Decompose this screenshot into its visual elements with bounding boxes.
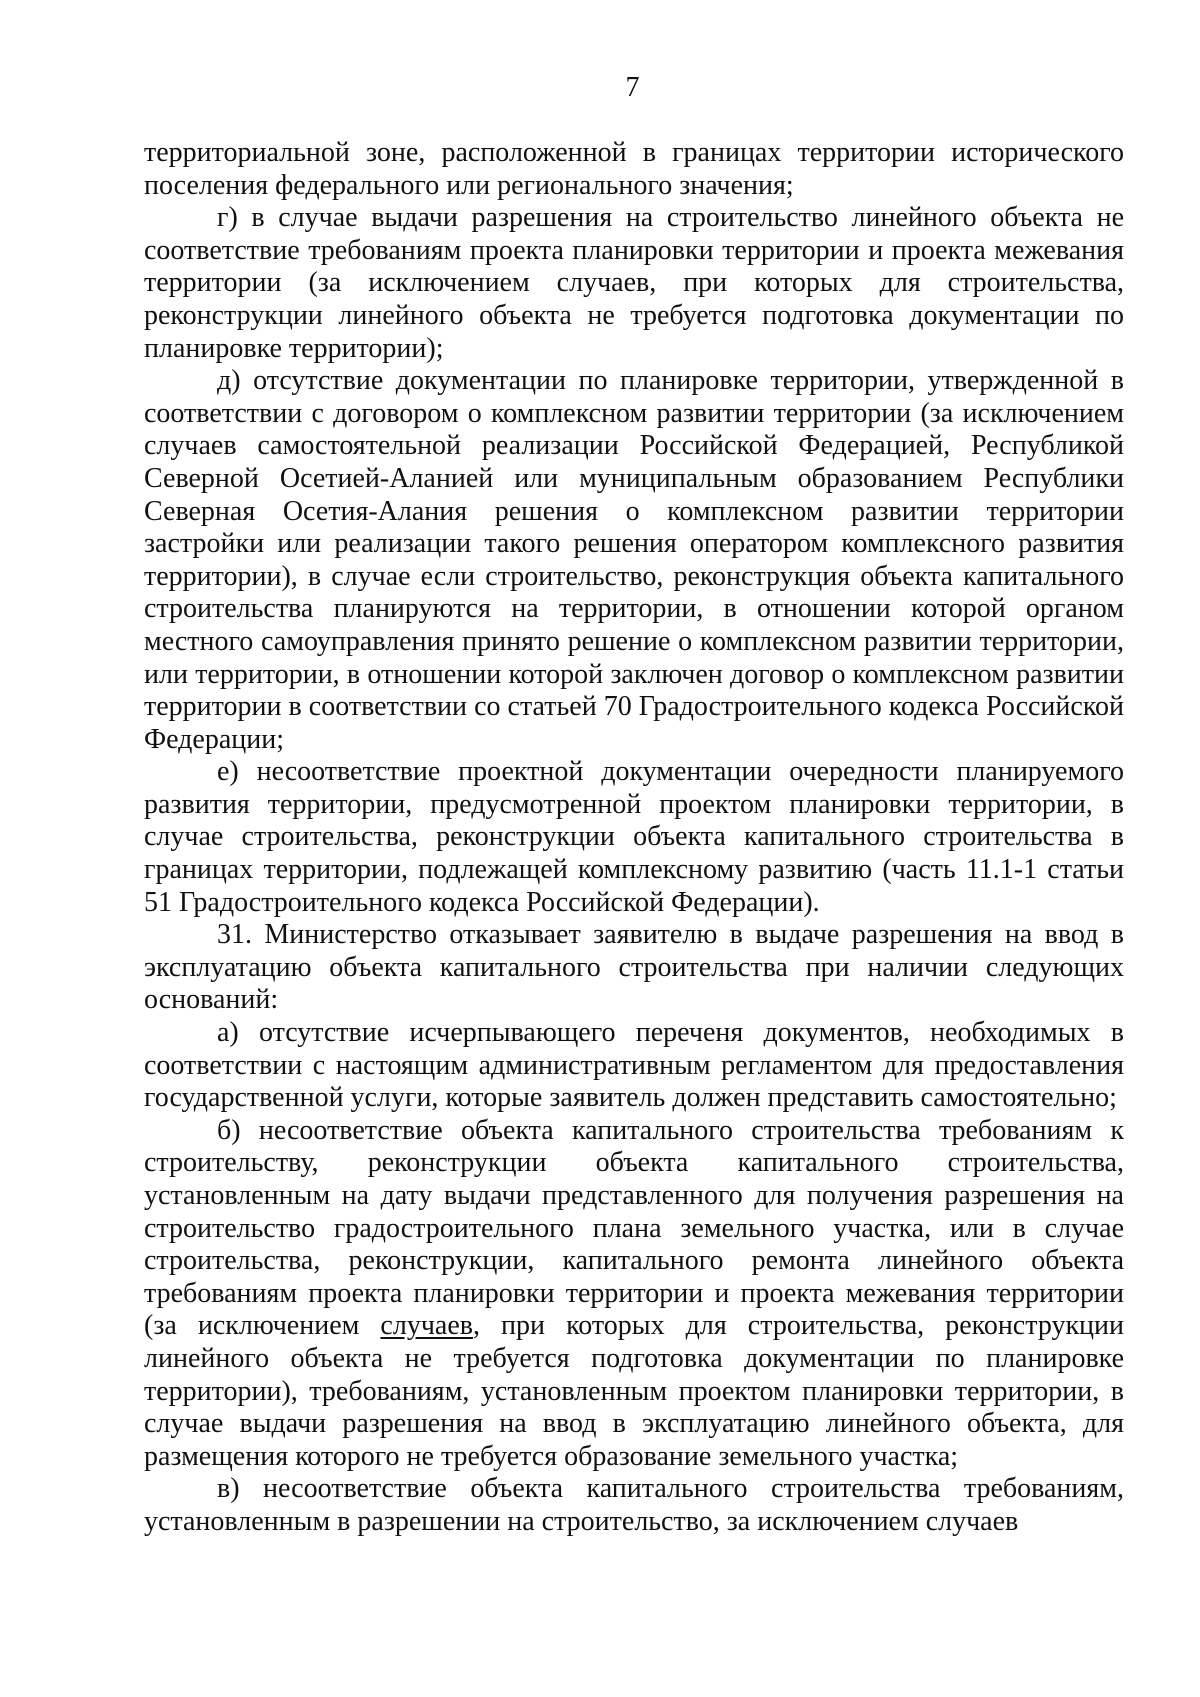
paragraph-item-d: д) отсутствие документации по планировке территории, утвержденной в соответствии с договором о комплексном развитии территории (за исключением случаев самостоятельной реализации Российской Федерацией, Республикой Северной Осетией-Аланией или муниципальным образованием Республики Северная Осетия-Алания решения о комплексном развитии территории застройки или реализации такого решения оператором комплексного развития территории), в случае если строительство, реконструкция объекта капитального строительства планируются на территории, в отношении которой органом местного самоуправления принято решение о комплексном развитии территории, или территории, в отношении которой заключен договор о комплексном развитии территории в соответствии со статьей 70 Градостроительного кодекса Российской Федерации;	[144, 365, 1124, 755]
paragraph-item-g: г) в случае выдачи разрешения на строительство линейного объекта не соответствие требованиям проекта планировки территории и проекта межевания территории (за исключением случаев, при которых для строительства, реконструкции линейного объекта не требуется подготовка документации по планировке территории);	[144, 202, 1124, 364]
paragraph-item-e: е) несоответствие проектной документации очередности планируемого развития территории, предусмотренной проектом планировки территории, в случае строительства, реконструкции объекта капитального строительства в границах территории, подлежащей комплексному развитию (часть 11.1-1 статьи 51 Градостроительного кодекса Российской Федерации).	[144, 756, 1124, 918]
paragraph-item-b-text-before: б) несоответствие объекта капитального строительства требованиям к строительству, реконструкции объекта капитального строительства, установленным на дату выдачи представленного для получения разрешения на строительство градостроительного плана земельного участка, или в случае строительства, реконструкции, капитального ремонта линейного объекта требованиям проекта планировки территории и проекта межевания территории (за исключением	[144, 1114, 1124, 1342]
paragraph-31: 31. Министерство отказывает заявителю в выдаче разрешения на ввод в эксплуатацию объекта капитального строительства при наличии следующих оснований:	[144, 919, 1124, 1016]
paragraph-item-v: в) несоответствие объекта капитального строительства требованиям, установленным в разрешении на строительство, за исключением случаев	[144, 1473, 1124, 1537]
page-number: 7	[625, 72, 640, 103]
paragraph-item-b-text-after: , при которых для строительства, реконструкции линейного объекта не требуется подготовка документации по планировке территории), требованиям, установленным проектом планировки территории, в случае выдачи разрешения на ввод в эксплуатацию линейного объекта, для размещения которого не требуется образование земельного участка;	[144, 1310, 1125, 1472]
paragraph-continuation: территориальной зоне, расположенной в границах территории исторического поселения федерального или регионального значения;	[144, 137, 1124, 201]
document-body	[144, 137, 1124, 1539]
paragraph-item-b	[144, 1115, 1124, 1474]
cases-link[interactable]: случаев	[380, 1310, 473, 1342]
paragraph-item-a: а) отсутствие исчерпывающего переченя документов, необходимых в соответствии с настоящим административным регламентом для предоставления государственной услуги, которые заявитель должен представить самостоятельно;	[144, 1017, 1124, 1114]
